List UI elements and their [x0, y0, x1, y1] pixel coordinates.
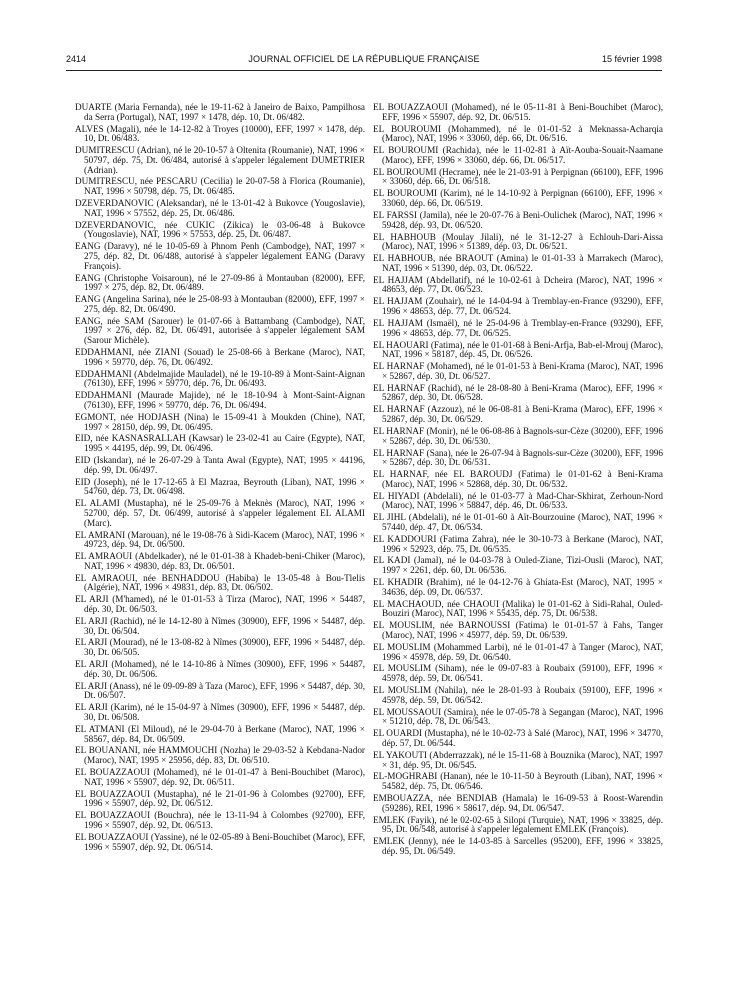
naturalization-entry: EL HABHOUB, née BRAOUT (Amina) le 01-01-33 à Marrakech (Maroc), NAT, 1996 × 51390, dép. 03, Dt. 06/522.: [373, 253, 663, 273]
naturalization-entry: EL YAKOUTI (Abderrazzak), né le 15-11-68 à Bouznika (Maroc), NAT, 1997 × 31, dép. 95, Dt. 06/545.: [373, 749, 663, 770]
naturalization-entry: EMLEK (Jenny), née le 14-03-85 à Sarcelles (95200), EFF, 1996 × 33825, dép. 95, Dt. 06/549.: [373, 836, 663, 856]
naturalization-entry: EL-MOGHRABI (Hanan), née le 10-11-50 à Beyrouth (Liban), NAT, 1996 × 54582, dép. 75, Dt. 06/546.: [373, 771, 663, 792]
journal-title: JOURNAL OFFICIEL DE LA RÉPUBLIQUE FRANÇAISE: [248, 54, 480, 64]
naturalization-entry: EANG (Christophe Voisaroun), né le 27-09-86 à Montauban (82000), EFF, 1997 × 275, dép. 82, Dt. 06/489.: [75, 272, 365, 293]
naturalization-entry: EL HARNAF (Rachid), né le 28-08-80 à Beni-Krama (Maroc), EFF, 1996 × 52867, dép. 30, Dt. 06/528.: [373, 382, 663, 403]
naturalization-entry: EANG, née SAM (Sarouer) le 01-07-66 à Battambang (Cambodge), NAT, 1997 × 276, dép. 82, Dt. 06/491, autorisée à s'appeler légalement SAM (Sarour Michèle).: [75, 315, 365, 346]
naturalization-entry: EL BOUAZZAOUI (Mustapha), né le 21-01-96 à Colombes (92700), EFF, 1996 × 55907, dép. 92, Dt. 06/512.: [75, 788, 365, 809]
naturalization-entry: EL OUARDI (Mustapha), né le 10-02-73 à Salé (Maroc), NAT, 1996 × 34770, dép. 57, Dt. 06/544.: [373, 728, 663, 748]
naturalization-entry: EL HAJJAM (Abdellatif), né le 10-02-61 à Dcheira (Maroc), NAT, 1996 × 48653, dép. 77, Dt. 06/523.: [373, 274, 663, 295]
naturalization-entry: EL FARSSI (Jamila), née le 20-07-76 à Beni-Oulichek (Maroc), NAT, 1996 × 59428, dép. 93, Dt. 06/520.: [373, 209, 663, 230]
naturalization-entry: EL BOUROUMI (Mohammed), né le 01-01-52 à Meknassa-Acharqia (Maroc), NAT, 1996 × 33060, dép. 66, Dt. 06/516.: [373, 123, 663, 144]
naturalization-entry: EL KHADIR (Brahim), né le 04-12-76 à Ghiata-Est (Maroc), NAT, 1995 × 34636, dép. 09, Dt. 06/537.: [373, 577, 663, 597]
naturalization-entry: DZEVERDANOVIC (Aleksandar), né le 13-01-42 à Bukovce (Yougoslavie), NAT, 1996 × 57552, dép. 25, Dt. 06/486.: [75, 198, 365, 218]
naturalization-entry: EANG (Daravy), né le 10-05-69 à Phnom Penh (Cambodge), NAT, 1997 × 275, dép. 82, Dt. 06/488, autorisé à s'appeler légalement EANG (Daravy François).: [75, 241, 365, 271]
naturalization-entry: EL BOUAZZAOUI (Yassine), né le 02-05-89 à Beni-Bouchibet (Maroc), EFF, 1996 × 55907, dép. 92, Dt. 06/514.: [75, 831, 365, 852]
naturalization-entry: EL MOUSLIM (Siham), née le 09-07-83 à Roubaix (59100), EFF, 1996 × 45978, dép. 59, Dt. 06/541.: [373, 663, 663, 684]
naturalization-entry: EANG (Angelina Sarina), née le 25-08-93 à Montauban (82000), EFF, 1997 × 275, dép. 82, Dt. 06/490.: [75, 294, 365, 314]
naturalization-entry: EL BOUROUMI (Rachida), née le 11-02-81 à Aït-Aouba-Souait-Naamane (Maroc), EFF, 1996 × 33060, dép. 66, Dt. 06/517.: [373, 145, 663, 165]
naturalization-entry: EL HABHOUB (Moulay Jilali), né le 31-12-27 à Echlouh-Dari-Aissa (Maroc), NAT, 1996 × 51389, dép. 03, Dt. 06/521.: [373, 231, 663, 252]
left-column: [75, 103, 365, 854]
naturalization-entry: EL BOUAZZAOUI (Bouchra), née le 13-11-94 à Colombes (92700), EFF, 1996 × 55907, dép. 92, Dt. 06/513.: [75, 810, 365, 830]
naturalization-entry: EL ARJI (M'hamed), né le 01-01-53 à Tirza (Maroc), NAT, 1996 × 54487, dép. 30, Dt. 06/503.: [75, 594, 365, 614]
right-column: [373, 103, 663, 859]
naturalization-entry: EL MOUSSAOUI (Samira), née le 07-05-78 à Segangan (Maroc), NAT, 1996 × 51210, dép. 78, Dt. 06/543.: [373, 706, 663, 727]
naturalization-entry: EDDAHMANI (Maurade Majide), né le 18-10-94 à Mont-Saint-Aignan (76130), EFF, 1996 × 59770, dép. 76, Dt. 06/494.: [75, 390, 365, 410]
naturalization-entry: EL ARJI (Anass), né le 09-09-89 à Taza (Maroc), EFF, 1996 × 54487, dép. 30, Dt. 06/507.: [75, 680, 365, 701]
naturalization-entry: EL HARNAF (Monir), né le 06-08-86 à Bagnols-sur-Cèze (30200), EFF, 1996 × 52867, dép. 30, Dt. 06/530.: [373, 425, 663, 446]
naturalization-entry: ALVES (Magali), née le 14-12-82 à Troyes (10000), EFF, 1997 × 1478, dép. 10, Dt. 06/483.: [75, 123, 365, 144]
naturalization-entry: EL KADI (Jamal), né le 04-03-78 à Ouled-Ziane, Tizi-Ousli (Maroc), NAT, 1997 × 2261, dép. 60, Dt. 06/536.: [373, 555, 663, 576]
naturalization-entry: EDDAHMANI (Abdelmajide Mauladel), né le 19-10-89 à Mont-Saint-Aignan (76130), EFF, 1996 × 59770, dép. 76, Dt. 06/493.: [75, 368, 365, 389]
naturalization-entry: EID (Iskandar), né le 26-07-29 à Tanta Awal (Egypte), NAT, 1995 × 44196, dép. 99, Dt. 06/497.: [75, 455, 365, 475]
naturalization-entry: EL HARNAF (Azzouz), né le 06-08-81 à Beni-Krama (Maroc), EFF, 1996 × 52867, dép. 30, Dt. 06/529.: [373, 404, 663, 425]
naturalization-entry: EL BOUROUMI (Karim), né le 14-10-92 à Perpignan (66100), EFF, 1996 × 33060, dép. 66, Dt. 06/519.: [373, 188, 663, 209]
naturalization-entry: EL BOUAZZAOUI (Mohamed), né le 01-01-47 à Beni-Bouchibet (Maroc), NAT, 1996 × 55907, dép. 92, Dt. 06/511.: [75, 767, 365, 787]
naturalization-entry: EL HARNAF, née EL BAROUDJ (Fatima) le 01-01-62 à Beni-Krama (Maroc), NAT, 1996 × 52868, dép. 30, Dt. 06/532.: [373, 469, 663, 489]
naturalization-entry: EL HIYADI (Abdelali), né le 01-03-77 à Mad-Char-Skhirat, Zerhoun-Nord (Maroc), NAT, 1996 × 58847, dép. 46, Dt. 06/533.: [373, 490, 663, 511]
naturalization-entry: EL ATMANI (El Miloud), né le 29-04-70 à Berkane (Maroc), NAT, 1996 × 58567, dép. 84, Dt. 06/509.: [75, 723, 365, 744]
naturalization-entry: EL ARJI (Rachid), né le 14-12-80 à Nîmes (30900), EFF, 1996 × 54487, dép. 30, Dt. 06/504.: [75, 615, 365, 636]
naturalization-entry: EL BOUANANI, née HAMMOUCHI (Nozha) le 29-03-52 à Kebdana-Nador (Maroc), NAT, 1995 × 25956, dép. 83, Dt. 06/510.: [75, 745, 365, 766]
naturalization-entry: EMLEK (Fayik), né le 02-02-65 à Silopi (Turquie), NAT, 1996 × 33825, dép. 95, Dt. 06/548, autorisé à s'appeler légalement EMLEK (François).: [373, 814, 663, 835]
naturalization-entry: EL HARNAF (Sana), née le 26-07-94 à Bagnols-sur-Cèze (30200), EFF, 1996 × 52867, dép. 30, Dt. 06/531.: [373, 447, 663, 468]
naturalization-entry: EID (Joseph), né le 17-12-65 à El Mazraa, Beyrouth (Liban), NAT, 1996 × 54760, dép. 73, Dt. 06/498.: [75, 476, 365, 497]
naturalization-entry: EL JIHL (Abdelali), né le 01-01-60 à Aït-Bourzouine (Maroc), NAT, 1996 × 57440, dép. 47, Dt. 06/534.: [373, 512, 663, 532]
naturalization-entry: EL AMRANI (Marouan), né le 19-08-76 à Sidi-Kacem (Maroc), NAT, 1996 × 49723, dép. 94, Dt. 06/500.: [75, 529, 365, 550]
naturalization-entry: EL ARJI (Mourad), né le 13-08-82 à Nîmes (30900), EFF, 1996 × 54487, dép. 30, Dt. 06/505.: [75, 637, 365, 658]
naturalization-entry: DUMITRESCU (Adrian), né le 20-10-57 à Oltenita (Roumanie), NAT, 1996 × 50797, dép. 75, Dt. 06/484, autorisé à s'appeler légalement DUMETRIER (Adrian).: [75, 145, 365, 175]
naturalization-entry: EL MOUSLIM, née BARNOUSSI (Fatima) le 01-01-57 à Fahs, Tanger (Maroc), NAT, 1996 × 45977, dép. 59, Dt. 06/539.: [373, 620, 663, 640]
naturalization-entry: EL ARJI (Karim), né le 15-04-97 à Nîmes (30900), EFF, 1996 × 54487, dép. 30, Dt. 06/508.: [75, 702, 365, 722]
header-rule: [66, 70, 662, 71]
naturalization-entry: DUMITRESCU, née PESCARU (Cecilia) le 20-07-58 à Florica (Roumanie), NAT, 1996 × 50798, dép. 75, Dt. 06/485.: [75, 176, 365, 197]
naturalization-entry: EL ALAMI (Mustapha), né le 25-09-76 à Meknès (Maroc), NAT, 1996 × 52700, dép. 57, Dt. 06/499, autorisé à s'appeler légalement EL ALAMI (Marc).: [75, 498, 365, 528]
naturalization-entry: EL BOUAZZAOUI (Mohamed), né le 05-11-81 à Beni-Bouchibet (Maroc), EFF, 1996 × 55907, dép. 92, Dt. 06/515.: [373, 102, 663, 122]
naturalization-entry: EL KADDOURI (Fatima Zahra), née le 30-10-73 à Berkane (Maroc), NAT, 1996 × 52923, dép. 75, Dt. 06/535.: [373, 533, 663, 554]
naturalization-entry: EGMONT, née HODJASH (Nina) le 15-09-41 à Moukden (Chine), NAT, 1997 × 28150, dép. 99, Dt. 06/495.: [75, 411, 365, 432]
naturalization-entry: EL BOUROUMI (Hecrame), née le 21-03-91 à Perpignan (66100), EFF, 1996 × 33060, dép. 66, Dt. 06/518.: [373, 166, 663, 187]
naturalization-entry: EID, née KASNASRALLAH (Kawsar) le 23-02-41 au Caire (Egypte), NAT, 1995 × 44195, dép. 99, Dt. 06/496.: [75, 433, 365, 454]
naturalization-entry: EL MOUSLIM (Nahila), née le 28-01-93 à Roubaix (59100), EFF, 1996 × 45978, dép. 59, Dt. 06/542.: [373, 685, 663, 705]
naturalization-entry: EL AMRAOUI, née BENHADDOU (Habiba) le 13-05-48 à Bou-Tlelis (Algérie), NAT, 1996 × 49831, dép. 83, Dt. 06/502.: [75, 572, 365, 593]
naturalization-entry: EDDAHMANI, née ZIANI (Souad) le 25-08-66 à Berkane (Maroc), NAT, 1996 × 59770, dép. 76, Dt. 06/492.: [75, 347, 365, 367]
page-number: 2414: [66, 54, 87, 64]
page-header: [66, 54, 662, 68]
naturalization-entry: EL ARJI (Mohamed), né le 14-10-86 à Nîmes (30900), EFF, 1996 × 54487, dép. 30, Dt. 06/506.: [75, 659, 365, 679]
naturalization-entry: EL HAOUARI (Fatima), née le 01-01-68 à Beni-Arfja, Bab-el-Mrouj (Maroc), NAT, 1996 × 58187, dép. 45, Dt. 06/526.: [373, 339, 663, 360]
naturalization-entry: EL HARNAF (Mohamed), né le 01-01-53 à Beni-Krama (Maroc), NAT, 1996 × 52867, dép. 30, Dt. 06/527.: [373, 361, 663, 381]
naturalization-entry: EL AMRAOUI (Abdelkader), né le 01-01-38 à Khadeb-beni-Chiker (Maroc), NAT, 1996 × 49830, dép. 83, Dt. 06/501.: [75, 551, 365, 571]
naturalization-entry: EL HAJJAM (Zouhair), né le 14-04-94 à Tremblay-en-France (93290), EFF, 1996 × 48653, dép. 77, Dt. 06/524.: [373, 296, 663, 317]
naturalization-entry: EL MOUSLIM (Mohammed Larbi), né le 01-01-47 à Tanger (Maroc), NAT, 1996 × 45978, dép. 59, Dt. 06/540.: [373, 641, 663, 662]
naturalization-entry: EL HAJJAM (Ismaël), né le 25-04-96 à Tremblay-en-France (93290), EFF, 1996 × 48653, dép. 77, Dt. 06/525.: [373, 317, 663, 338]
naturalization-entry: DUARTE (Maria Fernanda), née le 19-11-62 à Janeiro de Baixo, Pampilhosa da Serra (Portugal), NAT, 1997 × 1478, dép. 10, Dt. 06/482.: [75, 102, 365, 122]
issue-date: 15 février 1998: [601, 54, 662, 64]
naturalization-entry: DZEVERDANOVIC, née CUKIC (Zikica) le 03-06-48 à Bukovce (Yougoslavie), NAT, 1996 × 57553, dép. 25, Dt. 06/487.: [75, 219, 365, 240]
naturalization-entry: EL MACHAOUD, née CHAOUI (Malika) le 01-01-62 à Sidi-Rahal, Ouled-Bouziri (Maroc), NAT, 1996 × 55435, dép. 75, Dt. 06/538.: [373, 598, 663, 619]
naturalization-entry: EMBOUAZZA, née BENDIAB (Hamala) le 16-09-53 à Roost-Warendin (59286), REI, 1996 × 58617, dép. 94, Dt. 06/547.: [373, 793, 663, 813]
